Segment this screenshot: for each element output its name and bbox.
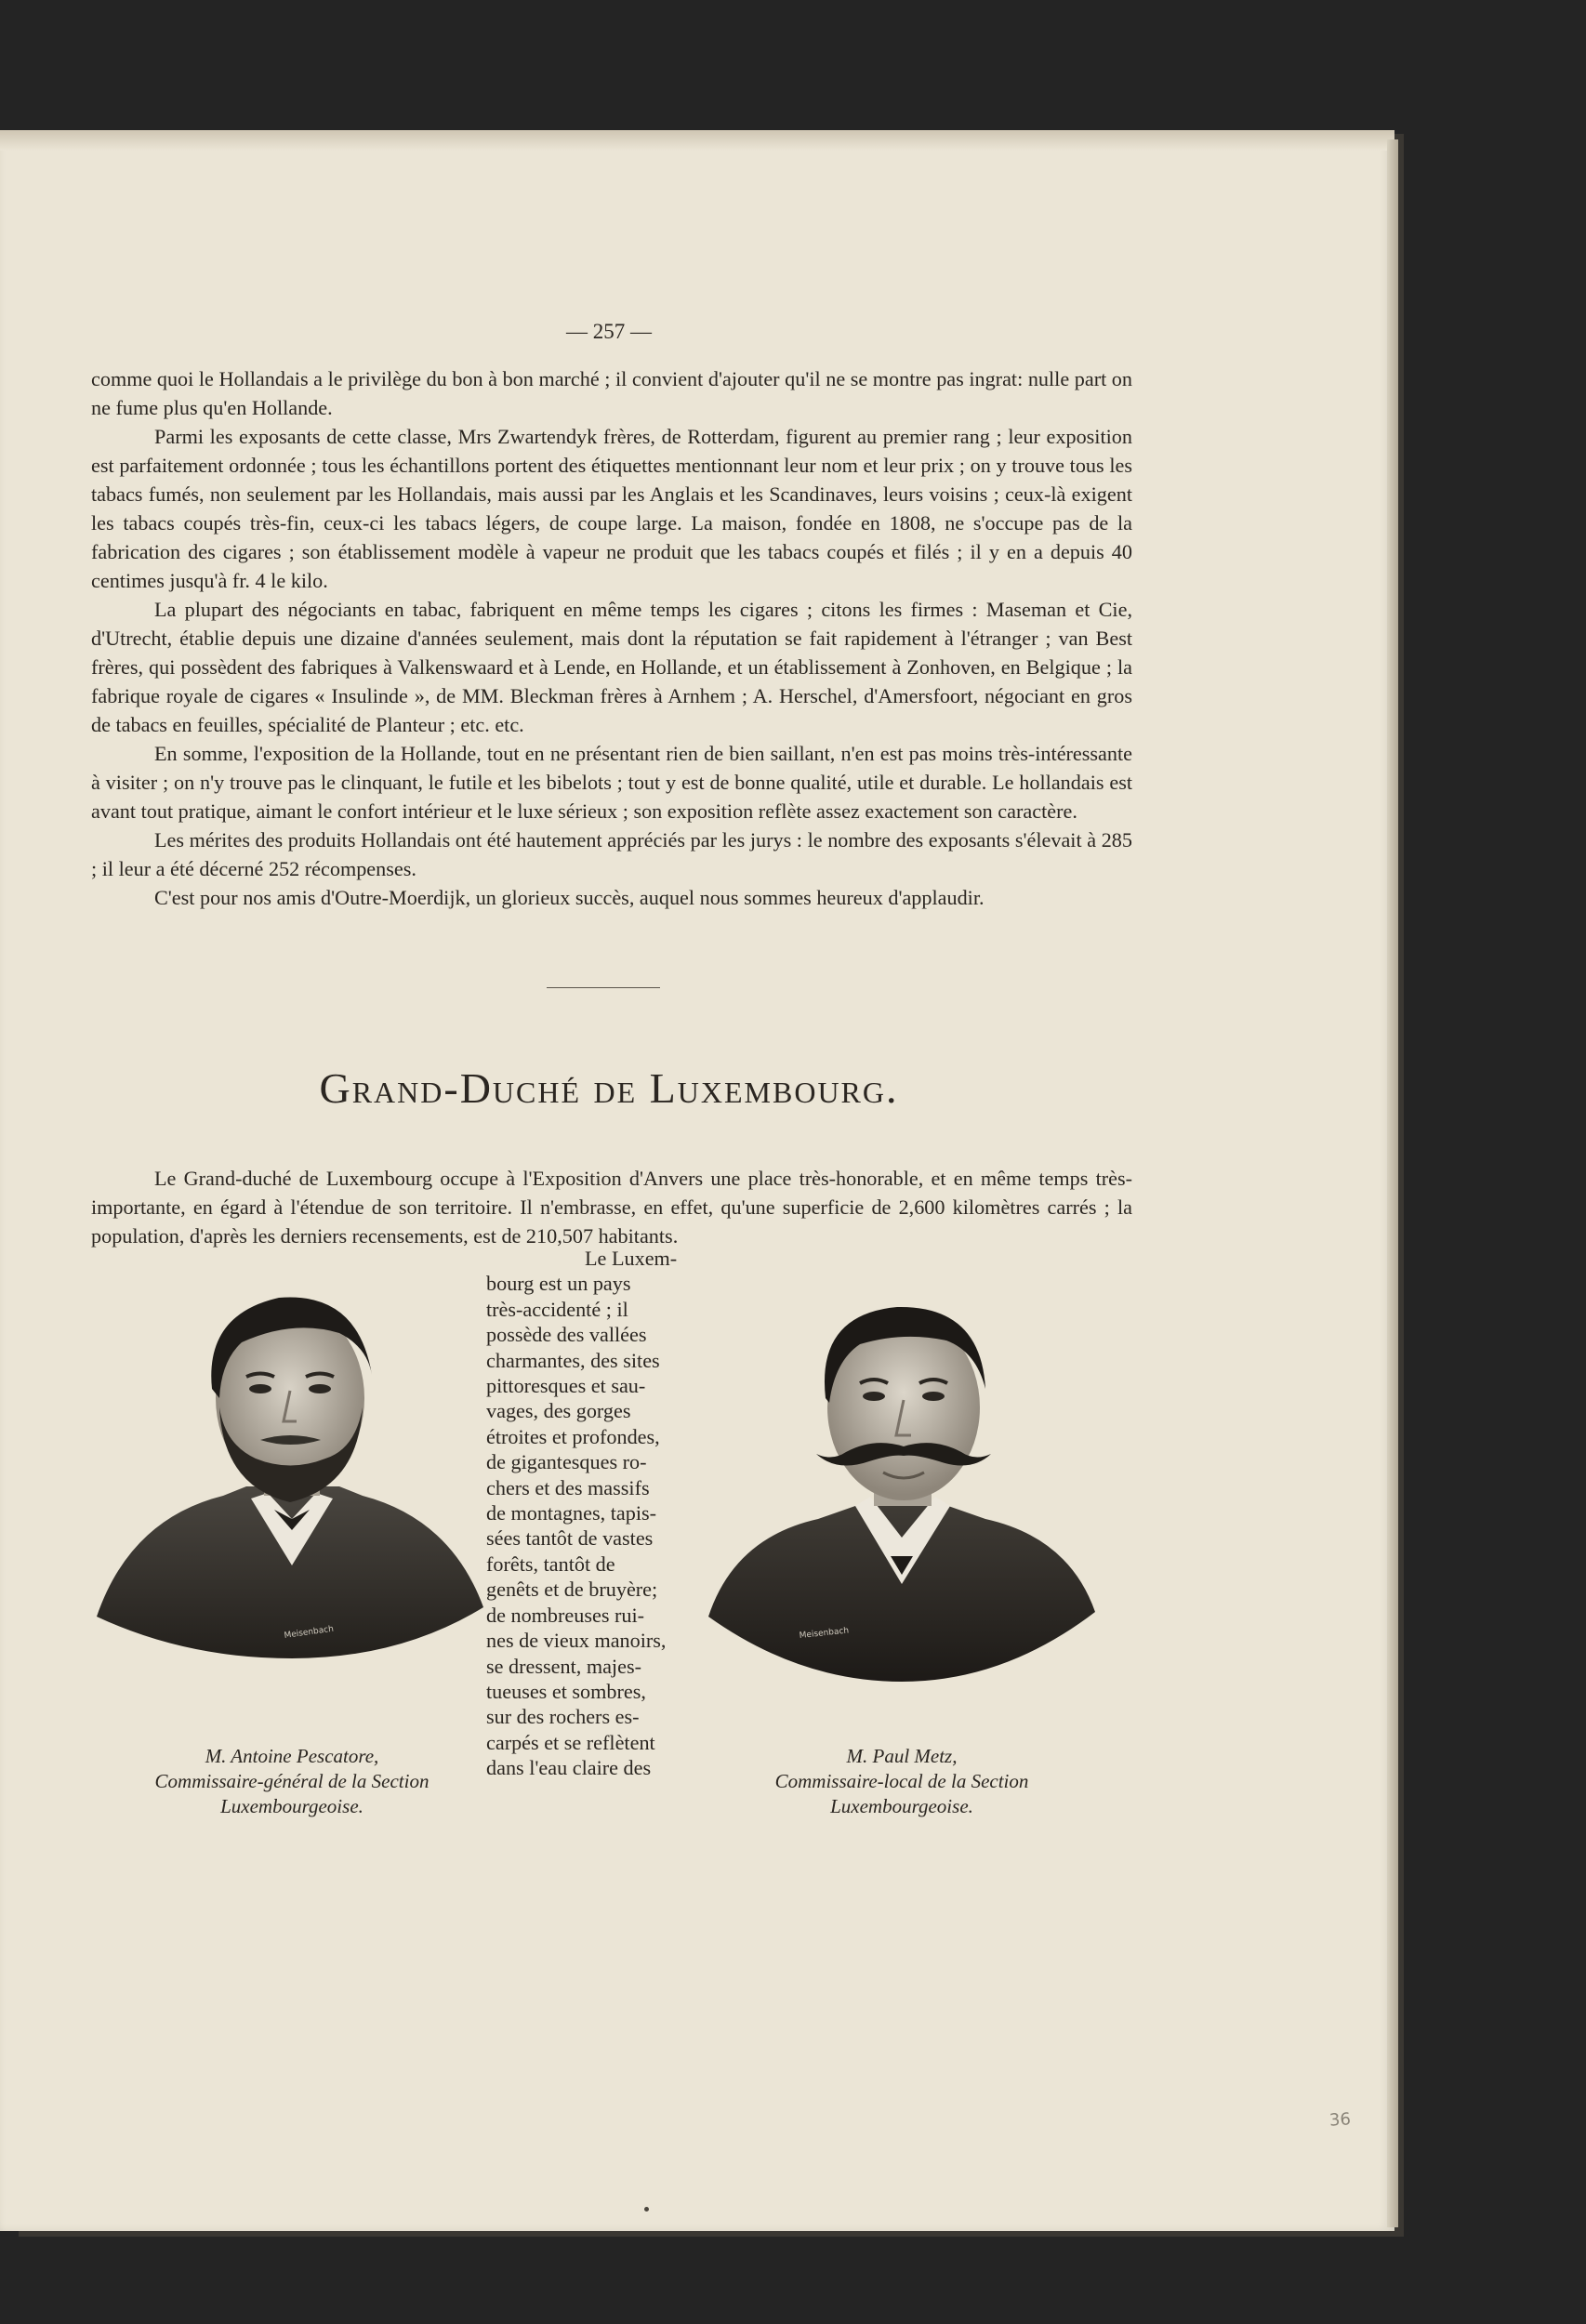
engraver-mark: Meisenbach	[284, 1624, 335, 1641]
column-line: bourg est un pays	[486, 1272, 631, 1296]
column-line: chers et des massifs	[486, 1475, 650, 1499]
column-line: de gigantesques ro-	[486, 1450, 647, 1474]
portrait-metz	[707, 1287, 1097, 1733]
column-line: de montagnes, tapis-	[486, 1501, 657, 1525]
column-line: Le Luxem-	[585, 1247, 678, 1270]
middle-column-text	[486, 1246, 693, 1781]
paragraph: La plupart des négociants en tabac, fabriquent en même temps les cigares ; citons les firmes : Maseman et Cie, d'Utrecht, établie depuis une dizaine d'années seulement, mais dont la réputation se fait rapidement à l'étranger ; van Best frères, qui possèdent des fabriques à Valkenswaard et à Lende, en Hollande, et un établissement à Zonhoven, en Belgique ; la fabrique royale de cigares « Insulinde », de MM. Bleckman frères à Arnhem ; A. Herschel, d'Amersfoort, négociant en gros de tabacs en feuilles, spécialité de Planteur ; etc. etc.	[91, 598, 1132, 736]
intro-paragraph-block	[91, 1164, 1132, 1250]
paragraph: En somme, l'exposition de la Hollande, tout en ne présentant rien de bien saillant, n'en est pas moins très-intéressante à visiter ; on n'y trouve pas le clinquant, le futile et les bibelots ; tout y est de bonne qualité, utile et durable. Le hollandais est avant tout pratique, aimant le confort intérieur et le luxe sérieux ; son exposition reflète assez exactement son caractère.	[91, 742, 1132, 823]
column-line: tueuses et sombres,	[486, 1679, 646, 1703]
column-line: étroites et profondes,	[486, 1424, 660, 1448]
column-line: charmantes, des sites	[486, 1348, 660, 1372]
column-line: se dressent, majes-	[486, 1654, 641, 1678]
portrait-pescatore	[93, 1287, 491, 1658]
caption-line: M. Antoine Pescatore,	[205, 1745, 379, 1767]
engraver-mark: Meisenbach	[799, 1626, 850, 1641]
column-line: nes de vieux manoirs,	[486, 1629, 667, 1653]
paragraph: C'est pour nos amis d'Outre-Moerdijk, un glorieux succès, auquel nous sommes heureux d'applaudir.	[154, 886, 985, 909]
column-line: genêts et de bruyère;	[486, 1578, 658, 1602]
page-number: — 257 —	[566, 320, 652, 343]
caption-line: Commissaire-local de la Section	[774, 1770, 1029, 1792]
column-line: carpés et se reflètent	[486, 1730, 655, 1754]
page-top-edge	[0, 130, 1394, 151]
column-line: de nombreuses rui-	[486, 1603, 645, 1627]
caption-metz	[707, 1744, 1097, 1819]
column-line: vages, des gorges	[486, 1399, 631, 1423]
column-line: sées tantôt de vastes	[486, 1526, 654, 1551]
body-text-top	[91, 364, 1132, 912]
page-right-edge	[1387, 139, 1398, 2227]
section-divider	[547, 987, 660, 988]
caption-line: M. Paul Metz,	[846, 1745, 958, 1767]
caption-pescatore	[93, 1744, 491, 1819]
section-title: Grand-Duché de Luxembourg.	[319, 1064, 899, 1112]
column-line: forêts, tantôt de	[486, 1552, 615, 1576]
paragraph: Parmi les exposants de cette classe, Mrs Zwartendyk frères, de Rotterdam, figurent au premier rang ; leur exposition est parfaitement ordonnée ; tous les échantillons portent des étiquettes mentionnant leur nom et leur prix ; on y trouve tous les tabacs fumés, non seulement par les Hollandais, mais aussi par les Anglais et les Scandinaves, leurs voisins ; ceux-là exigent les tabacs coupés très-fin, ceux-ci les tabacs légers, de coupe large. La maison, fondée en 1808, ne s'occupe pas de la fabrication des cigares ; son établissement modèle à vapeur ne produit que les tabacs coupés et filés ; il y en a depuis 40 centimes jusqu'à fr. 4 le kilo.	[91, 425, 1132, 592]
caption-line: Luxembourgeoise.	[830, 1795, 973, 1817]
caption-line: Luxembourgeoise.	[220, 1795, 363, 1817]
paragraph: Les mérites des produits Hollandais ont été hautement appréciés par les jurys : le nombre des exposants s'élevait à 285 ; il leur a été décerné 252 récompenses.	[91, 828, 1132, 880]
column-line: pittoresques et sau-	[486, 1374, 646, 1398]
caption-line: Commissaire-général de la Section	[154, 1770, 430, 1792]
column-line: possède des vallées	[486, 1323, 647, 1347]
column-line: dans l'eau claire des	[486, 1756, 652, 1780]
paragraph: comme quoi le Hollandais a le privilège du bon à bon marché ; il convient d'ajouter qu'il ne se montre pas ingrat: nulle part on ne fume plus qu'en Hollande.	[91, 367, 1132, 419]
pencil-annotation: 36	[1328, 2109, 1352, 2131]
column-line: sur des rochers es-	[486, 1705, 640, 1729]
ink-dot	[644, 2207, 649, 2212]
column-line: très-accidenté ; il	[486, 1297, 628, 1321]
intro-paragraph: Le Grand-duché de Luxembourg occupe à l'Exposition d'Anvers une place très-honorable, et en même temps très-importante, en égard à l'étendue de son territoire. Il n'embrasse, en effet, qu'une superficie de 2,600 kilomètres carrés ; la population, d'après les derniers recensements, est de 210,507 habitants.	[91, 1167, 1132, 1248]
